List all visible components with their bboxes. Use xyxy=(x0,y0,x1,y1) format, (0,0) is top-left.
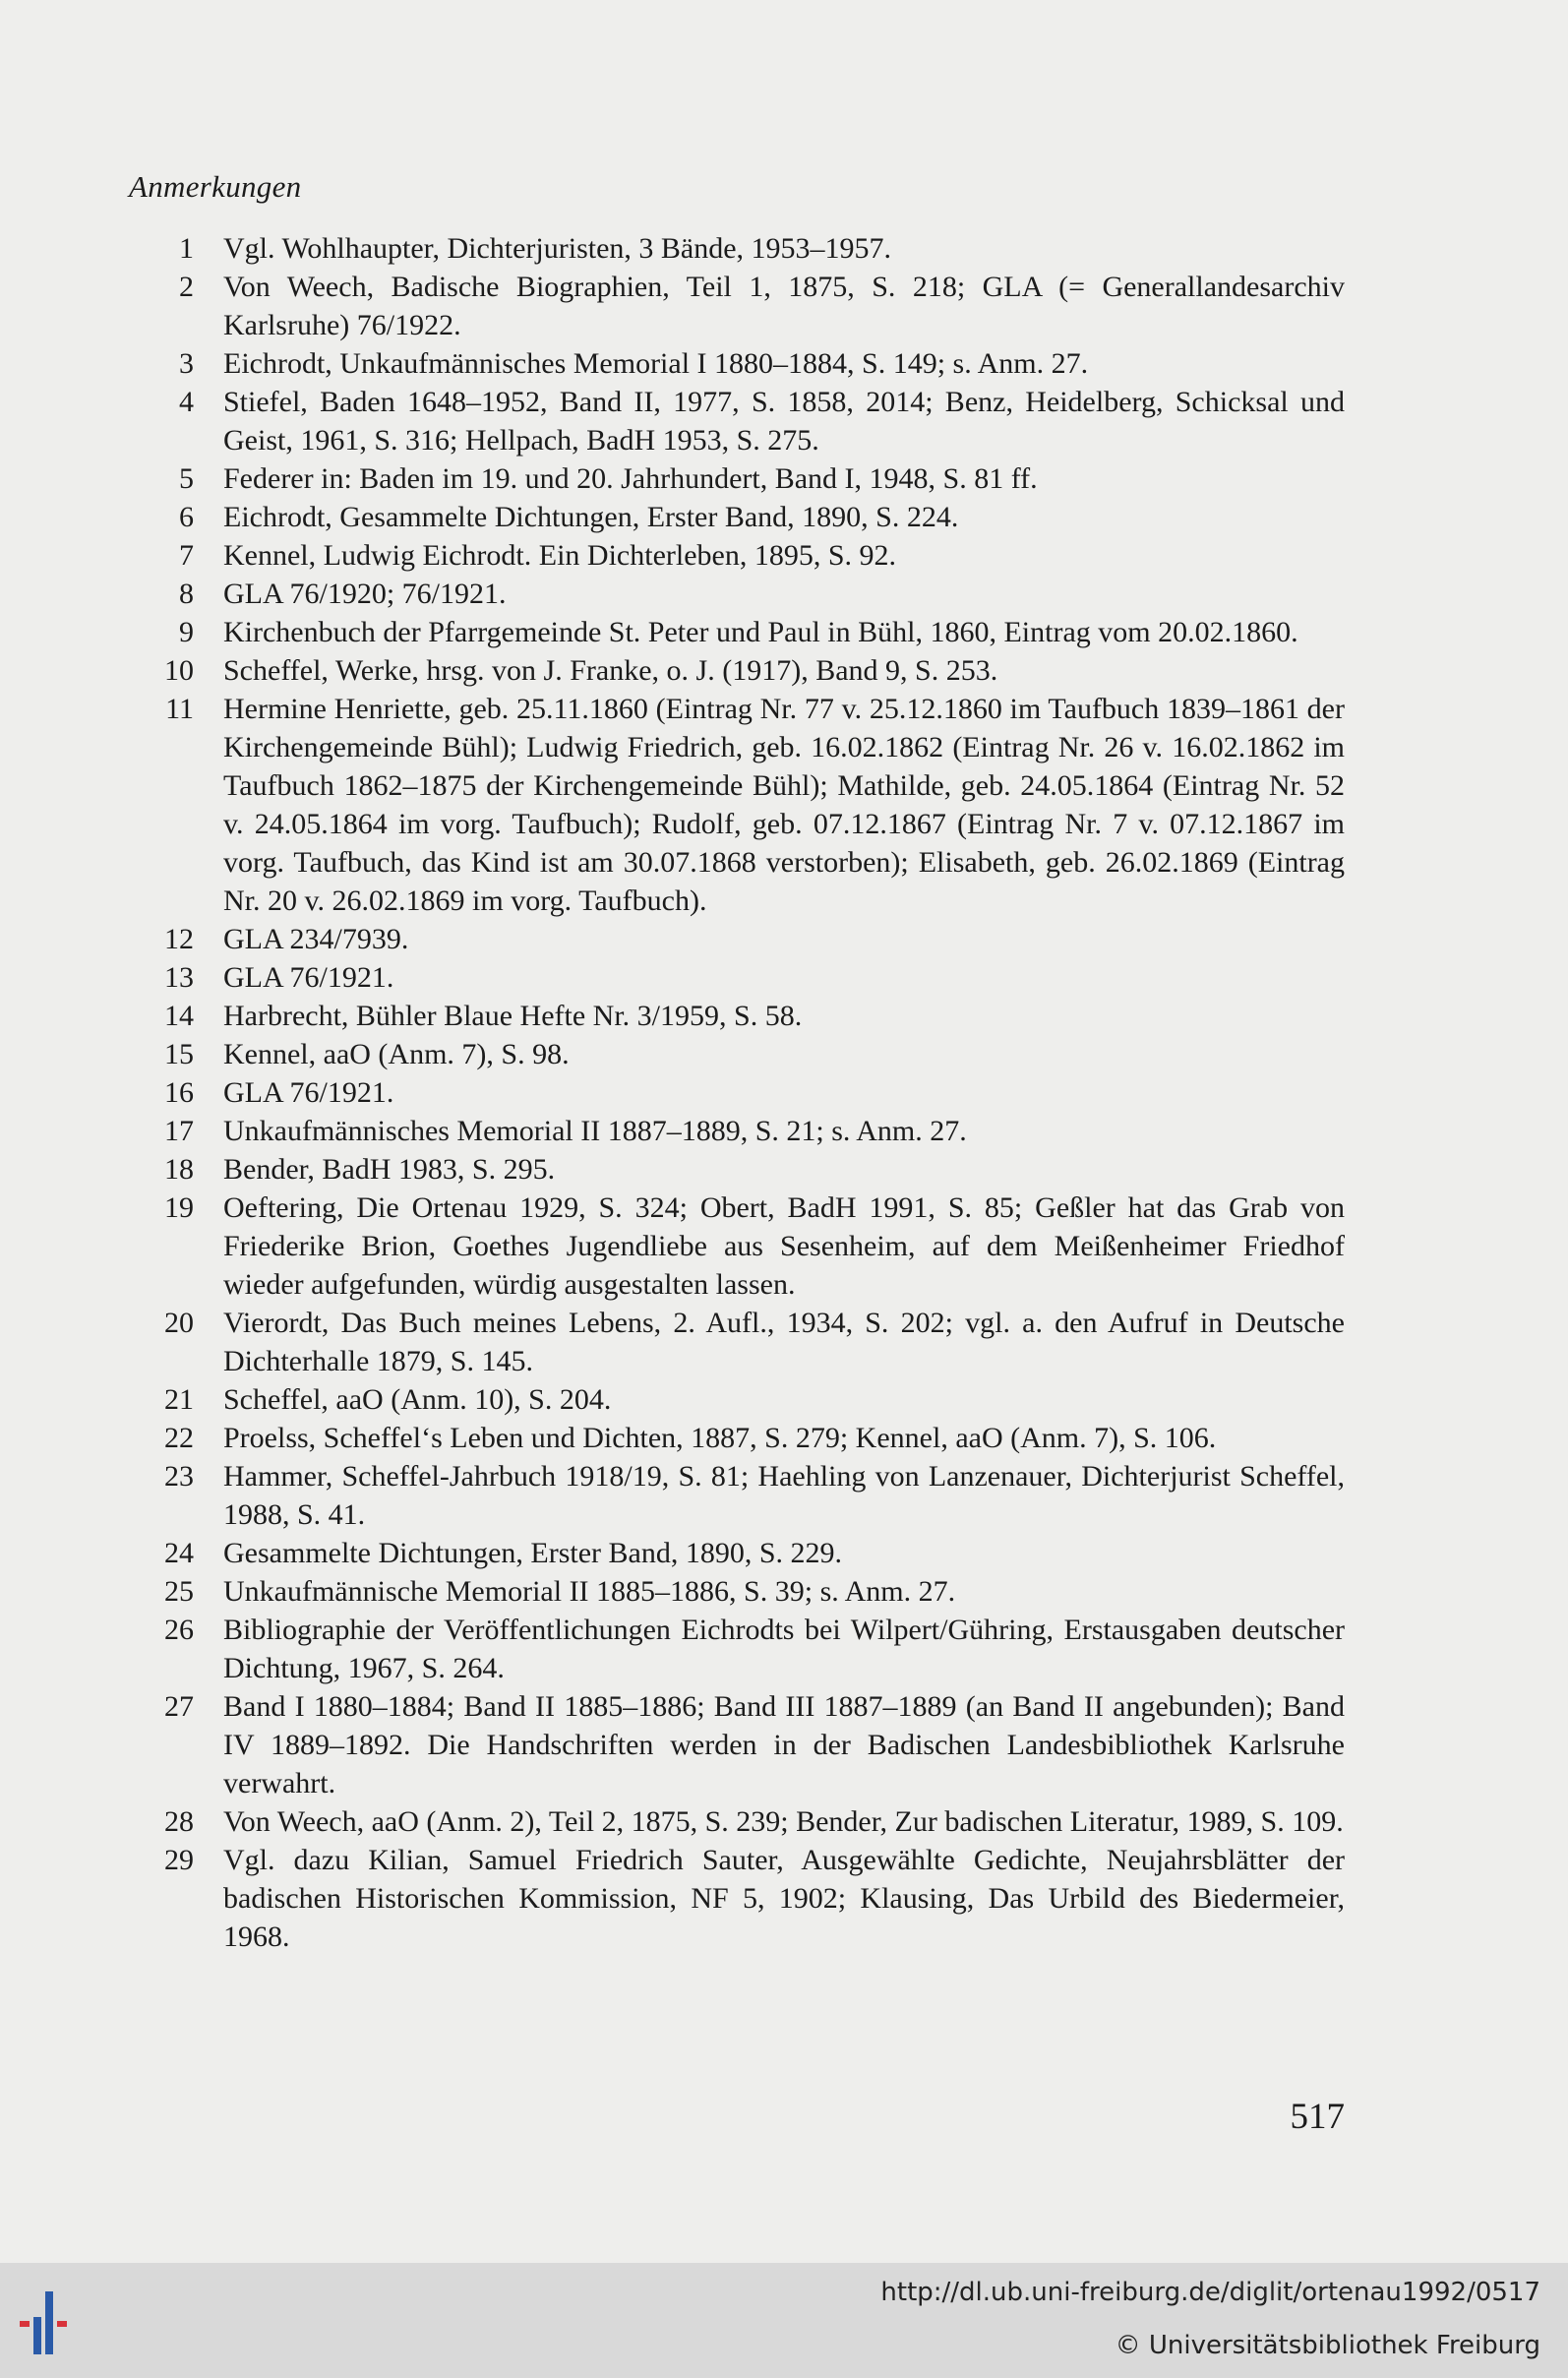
footnote-item xyxy=(129,575,1345,613)
source-url-link[interactable]: http://dl.ub.uni-freiburg.de/diglit/ortenau1992/0517 xyxy=(880,2278,1540,2307)
footnote-item xyxy=(129,498,1345,536)
footnote-text: GLA 76/1921. xyxy=(223,1076,394,1109)
footnote-number: 9 xyxy=(179,616,194,648)
footnote-item xyxy=(129,1035,1345,1073)
footnote-number: 7 xyxy=(179,539,194,572)
footnote-number: 16 xyxy=(164,1076,194,1109)
footnote-text: Eichrodt, Gesammelte Dichtungen, Erster Band, 1890, S. 224. xyxy=(223,501,959,533)
footnote-text: Band I 1880–1884; Band II 1885–1886; Band III 1887–1889 (an Band II angebunden); Band IV 1889–1892. Die Handschriften werden in der Badischen Landesbibliothek Karlsruhe verwahrt. xyxy=(223,1690,1345,1799)
footnote-text: Unkaufmännisches Memorial II 1887–1889, S. 21; s. Anm. 27. xyxy=(223,1115,967,1147)
footnote-number: 18 xyxy=(164,1153,194,1186)
footnote-item xyxy=(129,1112,1345,1150)
footnote-text: Scheffel, aaO (Anm. 10), S. 204. xyxy=(223,1383,612,1416)
footnote-number: 17 xyxy=(164,1115,194,1147)
footnote-text: Vgl. dazu Kilian, Samuel Friedrich Sauter, Ausgewählte Gedichte, Neujahrsblätter der badischen Historischen Kommission, NF 5, 1902; Klausing, Das Urbild des Biedermeier, 1968. xyxy=(223,1844,1345,1953)
footnote-number: 1 xyxy=(179,232,194,265)
footnote-number: 22 xyxy=(164,1422,194,1454)
footnote-number: 23 xyxy=(164,1460,194,1493)
footnote-item xyxy=(129,1572,1345,1611)
footnote-number: 20 xyxy=(164,1307,194,1339)
footnote-text: Unkaufmännische Memorial II 1885–1886, S. 39; s. Anm. 27. xyxy=(223,1575,956,1608)
footnote-text: Von Weech, Badische Biographien, Teil 1, 1875, S. 218; GLA (= Generallandesarchiv Karlsruhe) 76/1922. xyxy=(223,271,1345,341)
footnote-item xyxy=(129,1419,1345,1457)
footnote-number: 8 xyxy=(179,578,194,610)
footnote-text: Kennel, Ludwig Eichrodt. Ein Dichterleben, 1895, S. 92. xyxy=(223,539,897,572)
footnote-item xyxy=(129,268,1345,344)
footnote-text: Kennel, aaO (Anm. 7), S. 98. xyxy=(223,1038,570,1070)
footnote-item xyxy=(129,1611,1345,1687)
page-number: 517 xyxy=(1290,2097,1345,2137)
footnote-text: Bender, BadH 1983, S. 295. xyxy=(223,1153,556,1186)
footnote-number: 2 xyxy=(179,271,194,303)
footnote-item xyxy=(129,229,1345,268)
footnote-number: 12 xyxy=(164,923,194,955)
footnote-text: GLA 76/1921. xyxy=(223,961,394,994)
footnote-text: Hermine Henriette, geb. 25.11.1860 (Eintrag Nr. 77 v. 25.12.1860 im Taufbuch 1839–1861 der Kirchengemeinde Bühl); Ludwig Friedrich, geb. 16.02.1862 (Eintrag Nr. 26 v. 16.02.1862 im Taufbuch 1862–1875 der Kirchengemeinde Bühl); Mathilde, geb. 24.05.1864 (Eintrag Nr. 52 v. 24.05.1864 im vorg. Taufbuch); Rudolf, geb. 07.12.1867 (Eintrag Nr. 7 v. 07.12.1867 im vorg. Taufbuch, das Kind ist am 30.07.1868 verstorben); Elisabeth, geb. 26.02.1869 (Eintrag Nr. 20 v. 26.02.1869 im vorg. Taufbuch). xyxy=(223,693,1345,917)
footnote-text: Bibliographie der Veröffentlichungen Eichrodts bei Wilpert/Gühring, Erstausgaben deutscher Dichtung, 1967, S. 264. xyxy=(223,1614,1345,1684)
footnote-text: Harbrecht, Bühler Blaue Hefte Nr. 3/1959, S. 58. xyxy=(223,1000,803,1032)
footnote-item xyxy=(129,1687,1345,1802)
footnote-number: 26 xyxy=(164,1614,194,1646)
copyright-notice: © Universitätsbibliothek Freiburg xyxy=(1115,2331,1540,2360)
footnote-number: 5 xyxy=(179,462,194,495)
footnote-text: GLA 76/1920; 76/1921. xyxy=(223,578,507,610)
footnote-item xyxy=(129,344,1345,383)
footnote-item xyxy=(129,1457,1345,1534)
footnote-number: 15 xyxy=(164,1038,194,1070)
footnote-text: Hammer, Scheffel-Jahrbuch 1918/19, S. 81; Haehling von Lanzenauer, Dichterjurist Scheffel, 1988, S. 41. xyxy=(223,1460,1345,1531)
footnote-text: Stiefel, Baden 1648–1952, Band II, 1977, S. 1858, 2014; Benz, Heidelberg, Schicksal und Geist, 1961, S. 316; Hellpach, BadH 1953, S. 275. xyxy=(223,386,1345,457)
footnote-item xyxy=(129,1150,1345,1189)
footnote-text: Proelss, Scheffel‘s Leben und Dichten, 1887, S. 279; Kennel, aaO (Anm. 7), S. 106. xyxy=(223,1422,1217,1454)
footnote-text: GLA 234/7939. xyxy=(223,923,409,955)
footnote-text: Federer in: Baden im 19. und 20. Jahrhundert, Band I, 1948, S. 81 ff. xyxy=(223,462,1038,495)
ub-freiburg-logo-icon xyxy=(18,2278,100,2364)
footnote-number: 13 xyxy=(164,961,194,994)
footnote-text: Vgl. Wohlhaupter, Dichterjuristen, 3 Bände, 1953–1957. xyxy=(223,232,892,265)
footnote-number: 25 xyxy=(164,1575,194,1608)
footnote-number: 11 xyxy=(165,693,194,725)
footnote-item xyxy=(129,651,1345,690)
footnote-item xyxy=(129,383,1345,459)
footnote-item xyxy=(129,958,1345,997)
footnote-item xyxy=(129,1841,1345,1956)
footnote-number: 10 xyxy=(164,654,194,687)
footnote-item xyxy=(129,1534,1345,1572)
footnote-item xyxy=(129,920,1345,958)
footnote-item xyxy=(129,613,1345,651)
footnote-number: 28 xyxy=(164,1805,194,1838)
footnote-item xyxy=(129,1304,1345,1380)
footnote-item xyxy=(129,997,1345,1035)
footnote-text: Von Weech, aaO (Anm. 2), Teil 2, 1875, S. 239; Bender, Zur badischen Literatur, 1989, S. 109. xyxy=(223,1805,1344,1838)
footnote-item xyxy=(129,690,1345,920)
footnote-item xyxy=(129,1189,1345,1304)
footnote-number: 14 xyxy=(164,1000,194,1032)
footnote-number: 6 xyxy=(179,501,194,533)
footnote-item xyxy=(129,459,1345,498)
footnote-number: 4 xyxy=(179,386,194,418)
footnote-list xyxy=(129,229,1345,1956)
footnote-text: Scheffel, Werke, hrsg. von J. Franke, o. J. (1917), Band 9, S. 253. xyxy=(223,654,998,687)
footnote-number: 3 xyxy=(179,347,194,380)
section-heading: Anmerkungen xyxy=(129,169,302,204)
footnote-text: Eichrodt, Unkaufmännisches Memorial I 1880–1884, S. 149; s. Anm. 27. xyxy=(223,347,1089,380)
footnote-number: 19 xyxy=(164,1191,194,1224)
footnote-item xyxy=(129,1802,1345,1841)
footnote-item xyxy=(129,1073,1345,1112)
footnote-item xyxy=(129,1380,1345,1419)
footnote-number: 29 xyxy=(164,1844,194,1876)
footnote-item xyxy=(129,536,1345,575)
footnote-text: Vierordt, Das Buch meines Lebens, 2. Aufl., 1934, S. 202; vgl. a. den Aufruf in Deutsche Dichterhalle 1879, S. 145. xyxy=(223,1307,1345,1377)
footnote-text: Kirchenbuch der Pfarrgemeinde St. Peter und Paul in Bühl, 1860, Eintrag vom 20.02.1860. xyxy=(223,616,1298,648)
footnote-text: Oeftering, Die Ortenau 1929, S. 324; Obert, BadH 1991, S. 85; Geßler hat das Grab von Friederike Brion, Goethes Jugendliebe aus Sesenheim, auf dem Meißenheimer Friedhof wieder aufgefunden, würdig ausgestalten lassen. xyxy=(223,1191,1345,1301)
footnote-text: Gesammelte Dichtungen, Erster Band, 1890, S. 229. xyxy=(223,1537,843,1569)
footnote-number: 24 xyxy=(164,1537,194,1569)
footnote-number: 21 xyxy=(164,1383,194,1416)
footnote-number: 27 xyxy=(164,1690,194,1723)
